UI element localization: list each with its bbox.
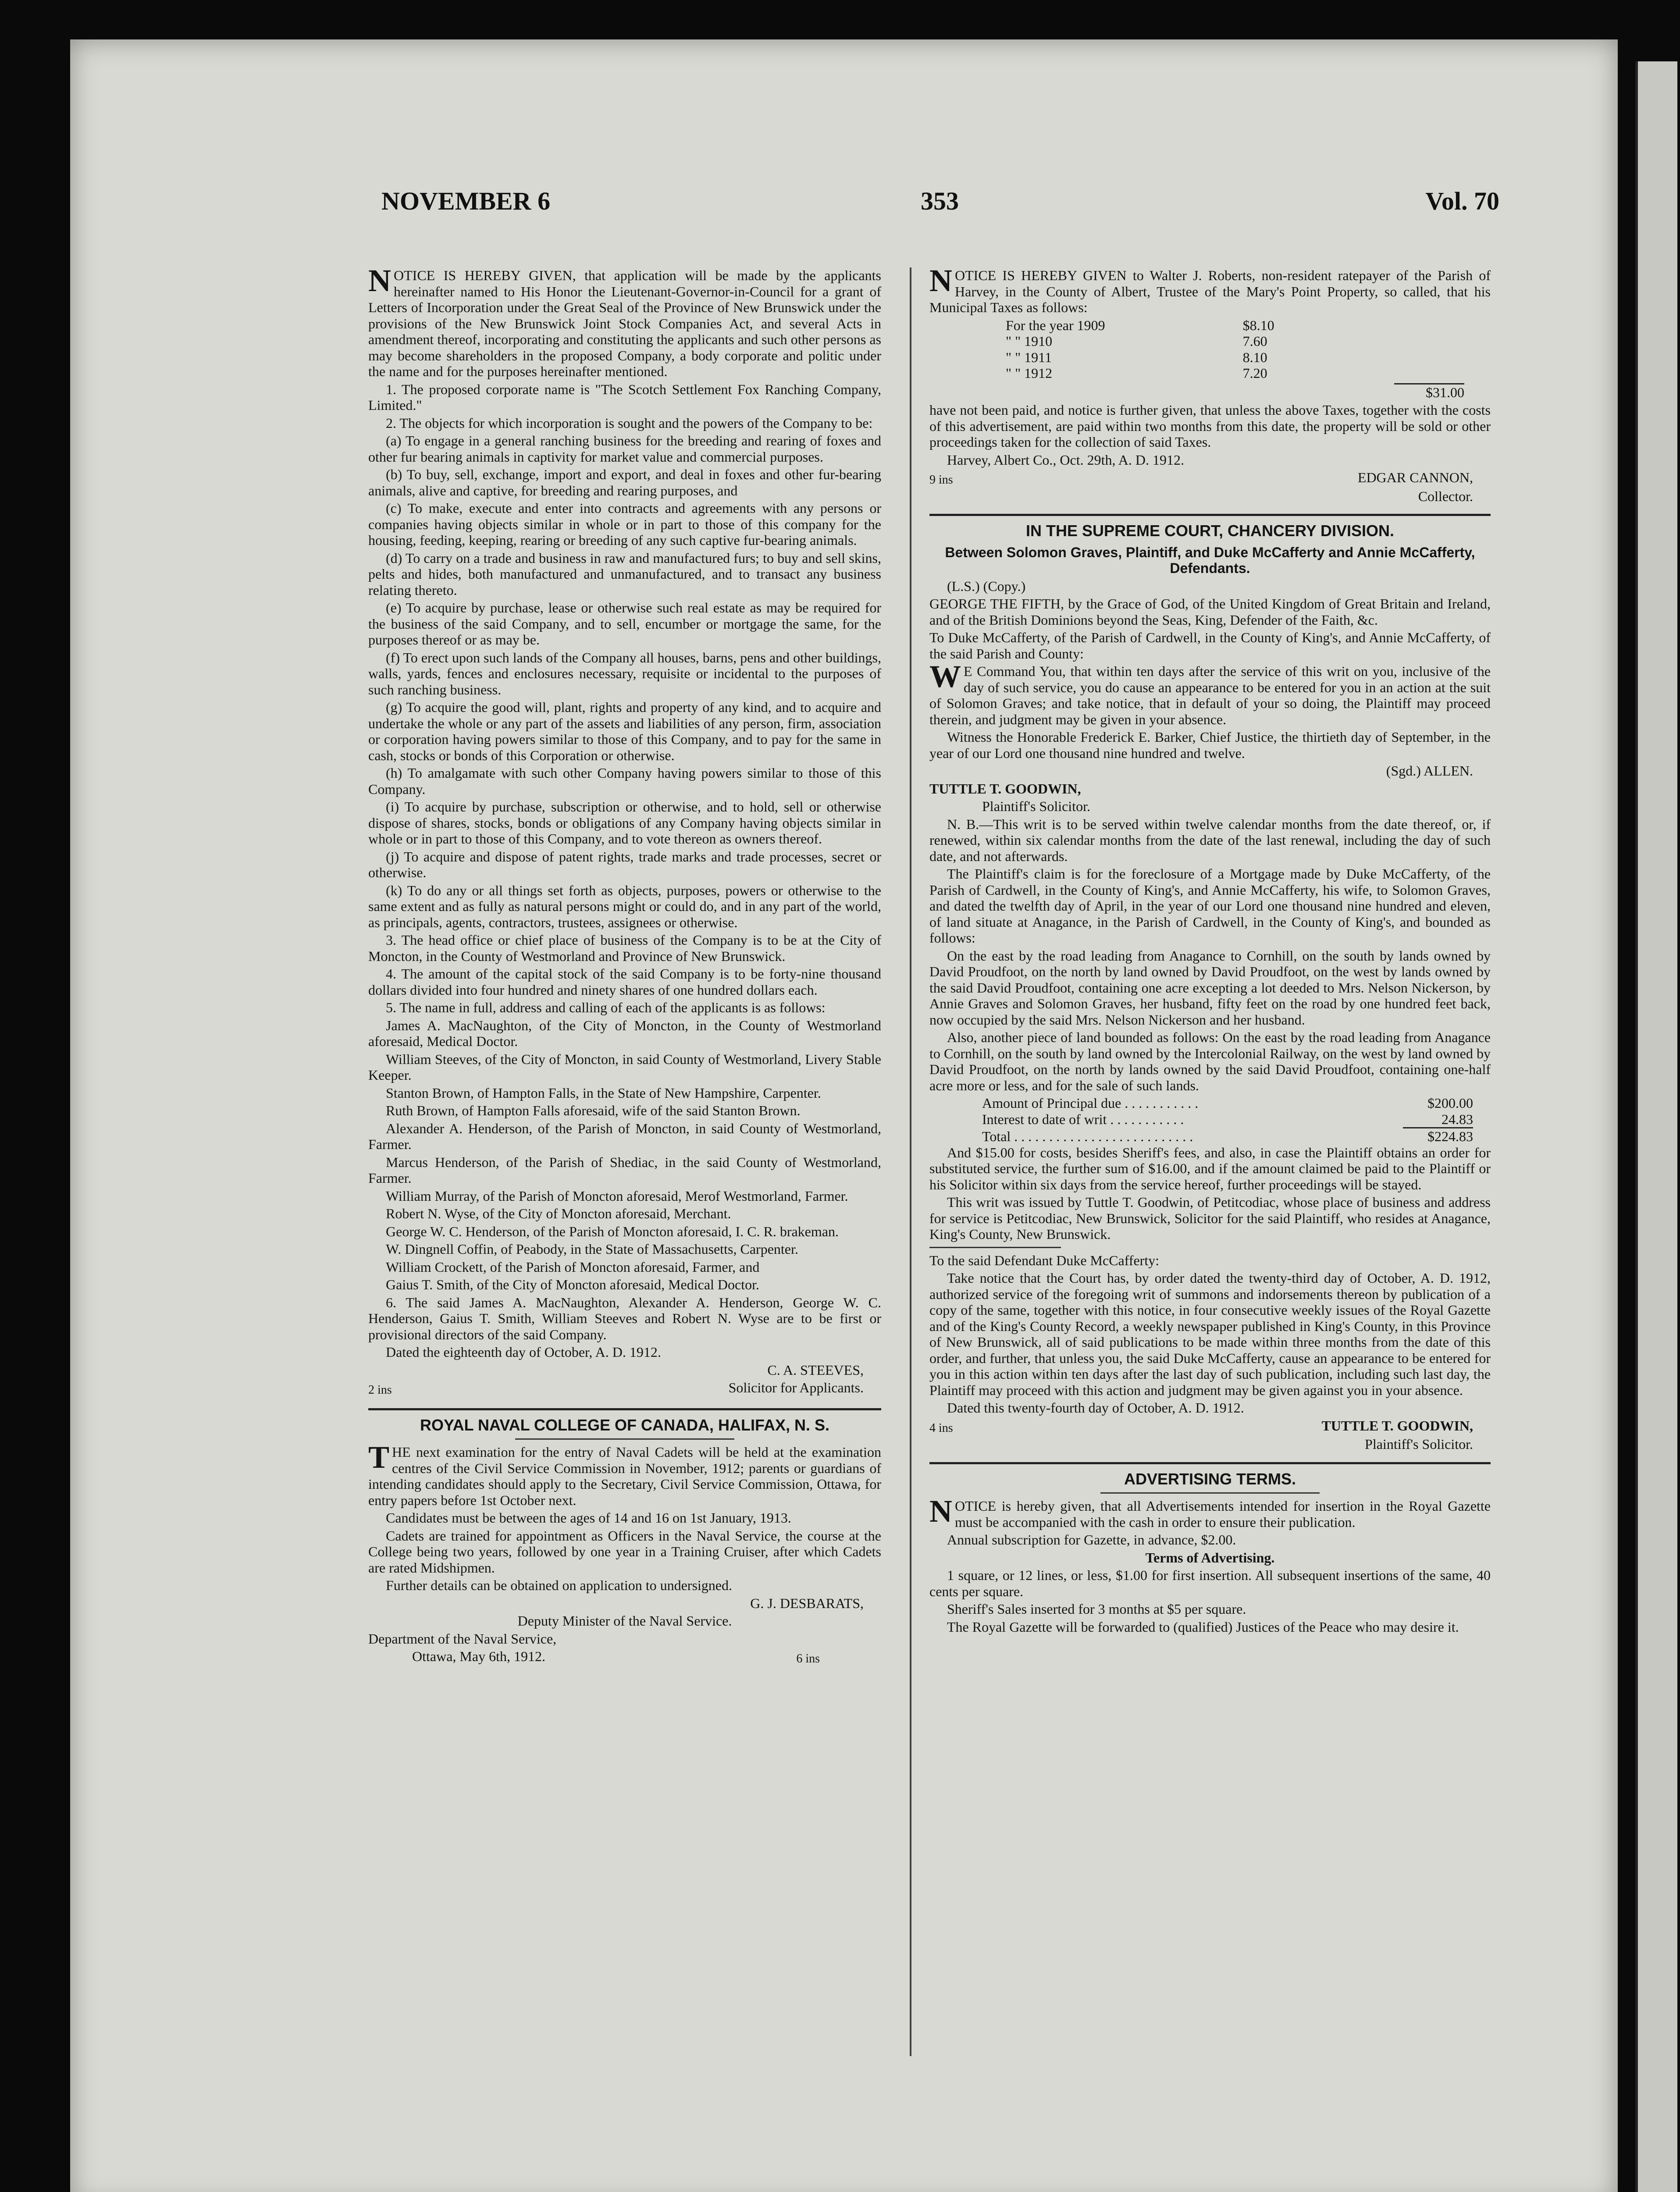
amount-label: Amount of Principal due . . . . . . . . . . . xyxy=(982,1095,1199,1111)
tax-amount: 8.10 xyxy=(1242,349,1267,365)
short-rule xyxy=(929,1247,1061,1248)
left-column xyxy=(368,263,881,1667)
court-bounds: On the east by the road leading from Anagance to Cornhill, on the south by lands owned by David Proudfoot, on the north by land owned by David Proudfoot, on the west by lands owned by the said David Proudfoot, containing one acre excepting a lot deeded to Mrs. Nelson Nickerson, by Annie Graves and Solomon Graves, her husband, fifty feet on the road by one hundred feet back, now occupied by the said Mrs. Nelson Nickerson and her husband. xyxy=(929,947,1491,1028)
tax-role: Collector. xyxy=(1418,488,1473,504)
court-take-notice: Take notice that the Court has, by order dated the twenty-third day of October, A. D. 1912, authorized service of the foregoing writ of summons and indorsements thereon by publication of a copy of the same, together with this notice, in four consecutive weekly issues of the Royal Gazette and of the King's County Record, a weekly newspaper published in King's County, in this Province of New Brunswick, all of said publications to be made within three months from the date of this order, and further, that unless you, the said Duke McCafferty, cause an appearance to be entered for you in this action within ten days after the last day of such publication, including such last day, the Plaintiff may proceed with this action and judgment may be given against you in your absence. xyxy=(929,1270,1491,1398)
applicant: Ruth Brown, of Hampton Falls aforesaid, wife of the said Stanton Brown. xyxy=(386,1103,801,1118)
court-bounds: Also, another piece of land bounded as follows: On the east by the road leading from Anagance to Cornhill, on the south by land owned by the Intercolonial Railway, on the west by land owned by David Proudfoot, on the north by lands owned by the said David Proudfoot, containing one-half acre more or less, and for the sale of such lands. xyxy=(929,1029,1491,1093)
title-underline xyxy=(1100,1492,1320,1494)
amount-row xyxy=(929,1128,1491,1145)
paragraph: (e) To acquire by purchase, lease or otherwise such real estate as may be required for the business of the said Company, and to sell, encumber or mortgage the same, for the purposes thereof or as may be. xyxy=(368,600,881,648)
section-rule xyxy=(929,514,1491,516)
amount-label: Interest to date of writ . . . . . . . . . . . xyxy=(982,1111,1184,1127)
applicant: George W. C. Henderson, of the Parish of Moncton aforesaid, I. C. R. brakeman. xyxy=(386,1223,839,1239)
applicant: William Steeves, of the City of Moncton, in said County of Westmorland, Livery Stable Keeper. xyxy=(368,1051,881,1083)
paragraph: (g) To acquire the good will, plant, rights and property of any kind, and to acquire and undertake the whole or any part of the assets and liabilities of any person, firm, association or corporation having powers similar to those of this Company, and to pay for the same in cash, stocks or bonds of this Corporation or otherwise. xyxy=(368,699,881,763)
tax-amount: 7.20 xyxy=(1242,365,1267,381)
court-dated: Dated this twenty-fourth day of October, A. D. 1912. xyxy=(947,1400,1244,1416)
paragraph: 2. The objects for which incorporation is sought and the powers of the Company to be: xyxy=(386,415,873,431)
tax-row xyxy=(1000,365,1281,381)
header-volume: Vol. 70 xyxy=(1425,187,1499,215)
advertising-notice: NOTICE is hereby given, that all Advertisements intended for insertion in the Royal Gazette must be accompanied with the cash in order to ensure their publication. xyxy=(929,1494,1491,1530)
tax-dated: Harvey, Albert Co., Oct. 29th, A. D. 1912. xyxy=(947,452,1184,468)
court-witness: Witness the Honorable Frederick E. Barker, Chief Justice, the thirtieth day of September, in the year of our Lord one thousand nine hundred and twelve. xyxy=(929,729,1491,761)
amount-label: Total . . . . . . . . . . . . . . . . . . . . . . . . . . xyxy=(982,1128,1193,1144)
court-seal: (L.S.) (Copy.) xyxy=(947,578,1026,594)
amount-row xyxy=(929,1111,1491,1128)
amount-value: $200.00 xyxy=(1427,1095,1473,1111)
section-rule xyxy=(929,1462,1491,1464)
advertising-terms: 1 square, or 12 lines, or less, $1.00 for first insertion. All subsequent insertions of the same, 40 cents per square. xyxy=(929,1567,1491,1599)
court-command: WE Command You, that within ten days after the service of this writ on you, inclusive of the day of such service, you do cause an appearance to be entered for you in an action at the suit of Solomon Graves; and take notice, that in default of your so doing, the Plaintiff may proceed therein, and judgment may be given in your absence. xyxy=(929,659,1491,727)
paragraph: (h) To amalgamate with such other Company having powers similar to those of this Company. xyxy=(368,765,881,797)
paragraph: 4. The amount of the capital stock of the said Company is to be forty-nine thousand dollars divided into four hundred and ninety shares of one hundred dollars each. xyxy=(368,966,881,998)
tax-amount: 7.60 xyxy=(1242,333,1267,349)
naval-department: Department of the Naval Service, xyxy=(368,1630,557,1647)
court-solicitor-role: Plaintiff's Solicitor. xyxy=(1365,1436,1473,1452)
naval-paragraph: Candidates must be between the ages of 14 and 16 on 1st January, 1913. xyxy=(386,1510,791,1526)
paragraph: 3. The head office or chief place of business of the Company is to be at the City of Moncton, in the County of Westmorland and Province of New Brunswick. xyxy=(368,932,881,964)
tax-body: have not been paid, and notice is further given, that unless the above Taxes, together with the costs of this advertisement, are paid within two months from this date, the property will be sold or other proceedings taken for the collection of said Taxes. xyxy=(929,402,1491,450)
applicant: Alexander A. Henderson, of the Parish of Moncton, in said County of Westmorland, Farmer. xyxy=(368,1120,881,1152)
advertising-free: The Royal Gazette will be forwarded to (qualified) Justices of the Peace who may desire it. xyxy=(947,1619,1459,1635)
tax-year: " " 1910 xyxy=(1006,333,1053,349)
court-parties: Between Solomon Graves, Plaintiff, and Duke McCafferty and Annie McCafferty, Defendants. xyxy=(945,544,1475,576)
naval-paragraph: THE next examination for the entry of Naval Cadets will be held at the examination centres of the Civil Service Commission in November, 1912; parents or guardians of intending candidates should apply to the Secretary, Civil Service Commission, Ottawa, for entry papers before 1st October next. xyxy=(368,1440,881,1508)
tax-year: " " 1911 xyxy=(1006,349,1052,365)
paragraph: 6. The said James A. MacNaughton, Alexander A. Henderson, George W. C. Henderson, Gaius T. Smith, William Steeves and Robert N. Wyse are to be first or provisional directors of the said Company. xyxy=(368,1294,881,1342)
paragraph: (b) To buy, sell, exchange, import and export, and deal in foxes and other fur-bearing animals, alive and captive, for breeding and rearing purposes, and xyxy=(368,466,881,498)
signer-role: Solicitor for Applicants. xyxy=(728,1380,864,1395)
court-addressee: To Duke McCafferty, of the Parish of Cardwell, in the County of King's, and Annie McCafferty, of the said Parish and County: xyxy=(929,630,1491,662)
tax-total: $31.00 xyxy=(1426,384,1464,400)
tax-row xyxy=(1000,333,1281,349)
applicant: William Crockett, of the Parish of Moncton aforesaid, Farmer, and xyxy=(386,1259,760,1275)
advertising-sheriff: Sheriff's Sales inserted for 3 months at $5 per square. xyxy=(947,1601,1246,1617)
court-costs: And $15.00 for costs, besides Sheriff's fees, and also, in case the Plaintiff obtains an order for substituted service, the further sum of $16.00, and if the amount claimed be paid to the Plaintiff or his Solicitor within six days from the service hereof, further proceedings will be stayed. xyxy=(929,1144,1491,1192)
court-claim: The Plaintiff's claim is for the foreclosure of a Mortgage made by Duke McCafferty, of the Parish of Cardwell, in the County of King's, and Annie McCafferty, his wife, to Solomon Graves, and dated the twelfth day of April, in the year of our Lord one thousand nine hundred and eleven, of land situate at Anagance, in the Parish of Cardwell, in the County of King's, and bounded as follows: xyxy=(929,866,1491,946)
naval-insertion-count: 6 ins xyxy=(796,1652,820,1665)
naval-college-title: ROYAL NAVAL COLLEGE OF CANADA, HALIFAX, N. S. xyxy=(420,1416,830,1434)
court-king: GEORGE THE FIFTH, by the Grace of God, of the United Kingdom of Great Britain and Ireland, and of the British Dominions beyond the Seas, King, Defender of the Faith, &c. xyxy=(929,596,1491,628)
paragraph: 1. The proposed corporate name is "The Scotch Settlement Fox Ranching Company, Limited." xyxy=(368,381,881,413)
tax-table xyxy=(1000,317,1281,381)
solicitor-role: Plaintiff's Solicitor. xyxy=(982,798,1090,814)
tax-year: " " 1912 xyxy=(1006,365,1053,381)
court-issued: This writ was issued by Tuttle T. Goodwin, of Petitcodiac, whose place of business and address for service is Petitcodiac, New Brunswick, Solicitor for the said Plaintiff, who resides at Anagance, King's County, New Brunswick. xyxy=(929,1194,1491,1242)
insertion-count: 2 ins xyxy=(368,1383,392,1397)
tax-row xyxy=(1000,317,1281,334)
paragraph: (j) To acquire and dispose of patent rights, trade marks and trade processes, secret or otherwise. xyxy=(368,848,881,880)
page-header xyxy=(307,186,1499,239)
paragraph: (c) To make, execute and enter into contracts and agreements with any persons or companies having objects similar in whole or in part to those of this company for the housing, feeding, keeping, rearing or breeding of any such captive fur-bearing animals. xyxy=(368,500,881,548)
court-signature: (Sgd.) ALLEN. xyxy=(1386,763,1473,779)
court-solicitor: TUTTLE T. GOODWIN, xyxy=(1321,1417,1473,1434)
applicant: James A. MacNaughton, of the City of Moncton, in the County of Westmorland aforesaid, Medical Doctor. xyxy=(368,1017,881,1049)
applicant: Gaius T. Smith, of the City of Moncton aforesaid, Medical Doctor. xyxy=(386,1277,759,1292)
court-defendant: To the said Defendant Duke McCafferty: xyxy=(929,1252,1160,1268)
column-divider xyxy=(910,267,911,2056)
advertising-title: ADVERTISING TERMS. xyxy=(1124,1470,1296,1488)
advertising-terms-title: Terms of Advertising. xyxy=(1145,1549,1275,1566)
adjacent-page-edge xyxy=(1635,61,1677,2192)
naval-signer: G. J. DESBARATS, xyxy=(750,1595,864,1611)
tax-year: For the year 1909 xyxy=(1006,317,1105,333)
right-column xyxy=(929,263,1491,1637)
signer-name: C. A. STEEVES, xyxy=(767,1362,864,1378)
applicant: Stanton Brown, of Hampton Falls, in the State of New Hampshire, Carpenter. xyxy=(386,1085,821,1101)
naval-paragraph: Further details can be obtained on application to undersigned. xyxy=(386,1577,732,1593)
paragraph: 5. The name in full, address and calling of each of the applicants is as follows: xyxy=(386,1000,826,1015)
tax-insertion-count: 9 ins xyxy=(929,473,953,487)
title-underline xyxy=(515,1438,734,1440)
naval-paragraph: Cadets are trained for appointment as Officers in the Naval Service, the course at the College being two years, followed by one year in a Training Cruiser, after which Cadets are rated Midshipmen. xyxy=(368,1527,881,1576)
naval-role: Deputy Minister of the Naval Service. xyxy=(517,1613,732,1629)
court-nb: N. B.—This writ is to be served within twelve calendar months from the date thereof, or, if renewed, within six calendar months from the date of the last renewal, including the day of such date, and not afterwards. xyxy=(929,816,1491,864)
applicant: W. Dingnell Coffin, of Peabody, in the State of Massachusetts, Carpenter. xyxy=(386,1241,798,1257)
paragraph: (a) To engage in a general ranching business for the breeding and rearing of foxes and other fur bearing animals in captivity for market value and commercial purposes. xyxy=(368,433,881,465)
header-date: NOVEMBER 6 xyxy=(381,187,551,215)
solicitor-name: TUTTLE T. GOODWIN, xyxy=(929,780,1081,797)
tax-notice-intro: NOTICE IS HEREBY GIVEN to Walter J. Roberts, non-resident ratepayer of the Parish of Harvey, in the County of Albert, Trustee of the Mary's Point Property, so called, that his Municipal Taxes as follows: xyxy=(929,263,1491,315)
amount-row xyxy=(929,1095,1491,1111)
advertising-subscription: Annual subscription for Gazette, in advance, $2.00. xyxy=(947,1532,1236,1548)
court-insertion-count: 4 ins xyxy=(929,1421,953,1435)
amount-value: 24.83 xyxy=(1442,1111,1473,1127)
court-title: IN THE SUPREME COURT, CHANCERY DIVISION. xyxy=(1025,522,1395,540)
tax-row xyxy=(1000,349,1281,366)
paragraph: (k) To do any or all things set forth as objects, purposes, powers or otherwise to the same extent and as fully as natural persons might or could do, and in any part of the world, as principals, agents, contractors, trustees, assignees or otherwise. xyxy=(368,882,881,930)
paragraph: (i) To acquire by purchase, subscription or otherwise, and to hold, sell or otherwise dispose of shares, stocks, bonds or obligations of any Company having objects similar in whole or in part to those of this Company, and to vote thereon as owners thereof. xyxy=(368,799,881,847)
naval-place-date: Ottawa, May 6th, 1912. xyxy=(412,1648,545,1664)
dated-line: Dated the eighteenth day of October, A. D. 1912. xyxy=(386,1344,661,1360)
section-rule xyxy=(368,1408,881,1410)
paragraph: (d) To carry on a trade and business in raw and manufactured furs; to buy and sell skins, pelts and hides, both manufactured and unmanufactured, and to transact any business relating thereto. xyxy=(368,550,881,598)
paragraph: (f) To erect upon such lands of the Company all houses, barns, pens and other buildings, walls, yards, fences and enclosures necessary, requisite or incidental to the purposes of such ranching business. xyxy=(368,649,881,697)
tax-signer: EDGAR CANNON, xyxy=(1357,470,1473,485)
applicant: William Murray, of the Parish of Moncton aforesaid, Merof Westmorland, Farmer. xyxy=(386,1188,848,1204)
header-page-number: 353 xyxy=(921,187,959,215)
applicant: Marcus Henderson, of the Parish of Shediac, in the said County of Westmorland, Farmer. xyxy=(368,1154,881,1186)
applicant: Robert N. Wyse, of the City of Moncton aforesaid, Merchant. xyxy=(386,1206,731,1221)
amount-value: $224.83 xyxy=(1427,1128,1473,1144)
tax-amount: $8.10 xyxy=(1242,317,1274,333)
incorporation-notice-intro: NOTICE IS HEREBY GIVEN, that application will be made by the applicants hereinafter named to His Honor the Lieutenant-Governor-in-Council for a grant of Letters of Incorporation under the Great Seal of the Province of New Brunswick under the provisions of the New Brunswick Joint Stock Companies Act, and several Acts in amendment thereof, incorporating and constituting the applicants and such other persons as may become shareholders in the proposed Company, a body corporate and politic under the name and for the purposes hereinafter mentioned. xyxy=(368,263,881,379)
